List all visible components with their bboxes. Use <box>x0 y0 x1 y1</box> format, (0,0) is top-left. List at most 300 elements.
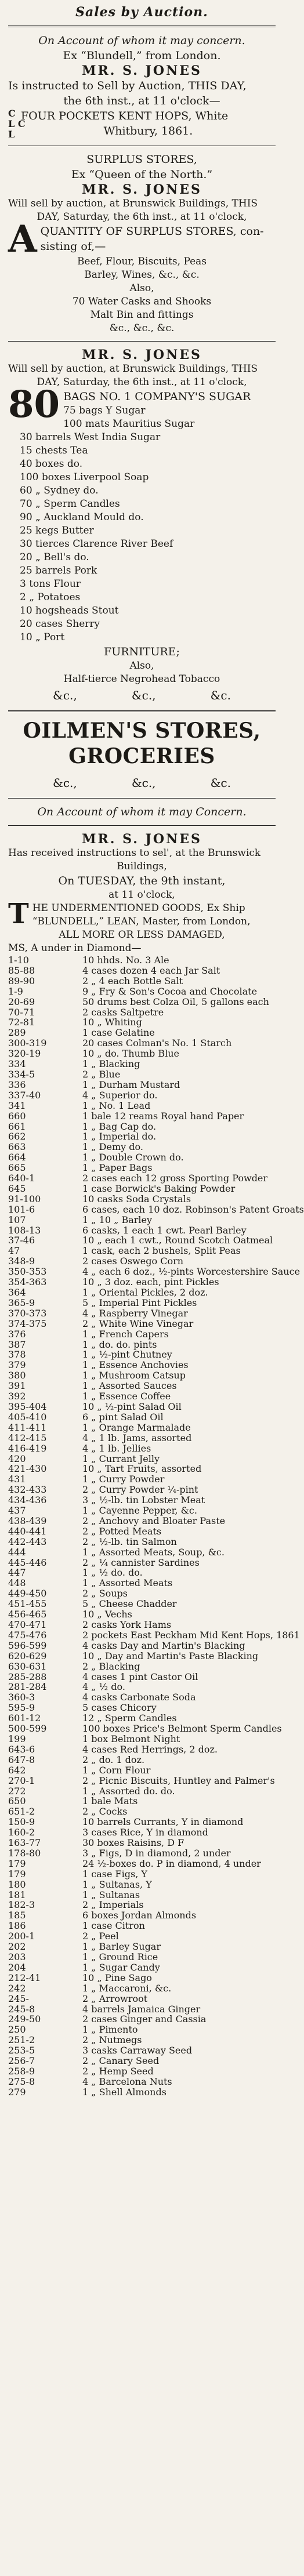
lot-description: 4 „ Raspberry Vinegar <box>82 1307 188 1319</box>
lot-mark: 420 <box>8 1453 26 1464</box>
lot-description: 2 „ Soups <box>82 1588 128 1599</box>
lot-description: 2 „ Arrowroot <box>82 1993 148 2004</box>
list-item <box>8 2066 276 2077</box>
lot-description: 10 „ each 1 cwt., Round Scotch Oatmeal <box>82 1235 273 1246</box>
list-item <box>8 1806 276 1817</box>
notice-oilmens-stores <box>8 718 304 2098</box>
lot-description: 1 „ French Capers <box>82 1328 169 1340</box>
lot-mark: 660 <box>8 1110 26 1122</box>
list-item <box>8 1672 276 1682</box>
notice-text: “BLUNDELL,” LEAN, Master, from London, <box>32 916 251 927</box>
lot-description: 9 „ Fry & Son's Cocoa and Chocolate <box>82 985 258 997</box>
list-item: 15 chests Tea <box>20 445 88 456</box>
list-item: 40 boxes do. <box>20 458 83 470</box>
list-item <box>8 1173 276 1184</box>
lot-mark: 370-373 <box>8 1307 47 1319</box>
list-item <box>8 2004 276 2015</box>
lot-description: 12 „ Sperm Candles <box>82 1713 177 1724</box>
lot-mark: 245-8 <box>8 2003 35 2015</box>
lot-text: FOUR POCKETS KENT HOPS, White <box>21 110 229 122</box>
list-item <box>8 966 276 976</box>
lot-description: 1 „ Sugar Candy <box>82 1961 160 1973</box>
lot-mark: 447 <box>8 1567 26 1579</box>
lot-description: 1 bale 12 reams Royal hand Paper <box>82 1110 244 1122</box>
auctioneer-name: MR. S. JONES <box>82 347 202 362</box>
list-item <box>8 1287 276 1298</box>
lot-mark: 380 <box>8 1370 26 1381</box>
list-item <box>8 1817 276 1827</box>
list-item: 100 boxes Liverpool Soap <box>20 471 149 483</box>
lot-description: 2 „ Hemp Seed <box>82 2065 154 2077</box>
lot-description: 10 „ ½-pint Salad Oil <box>82 1401 182 1412</box>
list-item <box>8 1588 276 1599</box>
lot-description: 1 „ Demy do. <box>82 1141 143 1153</box>
lot-description: 1 „ Assorted Sauces <box>82 1380 177 1392</box>
notice-hops <box>8 33 276 140</box>
lot-mark: 70-71 <box>8 1006 35 1018</box>
lot-description: 4 cases dozen 4 each Jar Salt <box>82 964 220 976</box>
list-item <box>8 1786 276 1797</box>
lot-mark: 348-9 <box>8 1256 35 1267</box>
list-item <box>8 1485 276 1495</box>
furniture-heading: FURNITURE; <box>104 645 180 658</box>
lot-mark: 250 <box>8 2024 26 2036</box>
lot-description: 1 „ Ground Rice <box>82 1951 158 1962</box>
lot-description: 24 ½-boxes do. P in diamond, 4 under <box>82 1857 261 1869</box>
lot-description: 2 „ White Wine Vinegar <box>82 1318 194 1329</box>
lot-description: 1 „ Essence Anchovies <box>82 1359 189 1371</box>
list-item: 3 tons Flour <box>20 578 81 590</box>
list-item: Malt Bin and fittings <box>90 309 194 321</box>
list-item <box>8 1235 276 1246</box>
list-item <box>8 1340 276 1350</box>
list-item <box>8 1038 276 1048</box>
lot-mark: 341 <box>8 1100 26 1111</box>
list-item <box>8 1349 276 1360</box>
list-item <box>8 1765 276 1776</box>
list-item <box>8 976 276 986</box>
list-item: 25 barrels Pork <box>20 565 97 576</box>
notice-text: at 11 o'clock, <box>108 889 175 901</box>
lot-description: 2 pockets East Peckham Mid Kent Hops, 1861 <box>82 1629 300 1641</box>
lot-mark: 242 <box>8 1982 26 1994</box>
lot-mark: 199 <box>8 1733 26 1744</box>
lot-mark: 334-5 <box>8 1068 35 1080</box>
lot-description: 4 casks Day and Martin's Blacking <box>82 1639 245 1651</box>
lot-mark: 72-81 <box>8 1017 35 1028</box>
lot-description: 1 case Figs, Y <box>82 1868 147 1880</box>
lot-mark: 85-88 <box>8 964 35 976</box>
lot-description: 4 „ 1 lb. Jellies <box>82 1442 151 1454</box>
lot-description: 2 „ 4 each Bottle Salt <box>82 975 183 986</box>
lot-description: 4 barrels Jamaica Ginger <box>82 2003 201 2015</box>
notice-text: QUANTITY OF SURPLUS STORES, con- <box>40 225 264 238</box>
lot-description: 1 cask, each 2 bushels, Split Peas <box>82 1245 241 1257</box>
lot-description: 1 „ Oriental Pickles, 2 doz. <box>82 1287 208 1298</box>
list-item <box>8 1163 276 1173</box>
notice-title: SURPLUS STORES, <box>86 153 197 166</box>
list-item <box>8 1215 276 1225</box>
lot-description: 2 cases Oswego Corn <box>82 1256 184 1267</box>
list-item <box>8 1620 276 1630</box>
lot-mark: 337-40 <box>8 1089 41 1101</box>
lot-description: 4 „ Superior do. <box>82 1089 158 1101</box>
list-item <box>8 1641 276 1651</box>
dropcap: A <box>8 217 37 261</box>
lot-mark: 354-363 <box>8 1276 47 1288</box>
lot-description: 10 „ do. Thumb Blue <box>82 1048 180 1060</box>
lot-mark: 421-430 <box>8 1463 47 1475</box>
lot-mark: 405-410 <box>8 1411 47 1423</box>
lot-mark: 645 <box>8 1182 26 1194</box>
lot-mark: 336 <box>8 1079 26 1090</box>
list-item <box>8 1558 276 1568</box>
list-item <box>8 1692 276 1703</box>
lot-description: 10 „ Day and Martin's Paste Blacking <box>82 1650 259 1661</box>
list-item <box>8 1859 276 1869</box>
lot-description: 100 boxes Price's Belmont Sperm Candles <box>82 1723 282 1735</box>
lot-description: 1 „ Imperial do. <box>82 1131 157 1142</box>
lot-mark: 630-631 <box>8 1660 47 1672</box>
auctioneer-name: MR. S. JONES <box>82 832 202 847</box>
notice-heading: OILMEN'S STORES, GROCERIES <box>23 719 261 768</box>
lot-description: 20 cases Colman's No. 1 Starch <box>82 1037 232 1049</box>
list-item <box>8 1464 276 1474</box>
list-item <box>8 1599 276 1609</box>
list-item: 10 hogsheads Stout <box>20 605 119 616</box>
lot-mark: 245- <box>8 1993 29 2004</box>
lot-mark: 178-80 <box>8 1847 41 1859</box>
lot-mark: 395-404 <box>8 1401 47 1412</box>
list-item <box>8 1713 276 1724</box>
lot-mark: 379 <box>8 1359 26 1371</box>
lot-description: 10 barrels Currants, Y in diamond <box>82 1816 244 1828</box>
lot-mark: 437 <box>8 1505 26 1516</box>
notice-text: Is instructed to Sell by Auction, THIS DAY, <box>8 79 247 92</box>
lot-mark: 378 <box>8 1349 26 1360</box>
list-item <box>8 2035 276 2045</box>
list-item: Also, <box>129 282 154 294</box>
list-item <box>8 1734 276 1744</box>
lot-description: 5 „ Imperial Pint Pickles <box>82 1297 197 1308</box>
lot-description: 1 „ Double Crown do. <box>82 1152 184 1163</box>
notice-text: ALL MORE OR LESS DAMAGED, <box>59 929 225 941</box>
divider <box>8 341 276 342</box>
lot-mark: 442-443 <box>8 1536 47 1547</box>
lot-mark: 101-6 <box>8 1203 35 1215</box>
lot-description: 10 „ Pine Sago <box>82 1972 152 1983</box>
lot-mark: 37-46 <box>8 1235 35 1246</box>
lot-description: 1 „ Assorted Meats <box>82 1577 173 1589</box>
lot-description: 6 cases, each 10 doz. Robinson's Patent Groats <box>82 1203 304 1215</box>
lot-text: Whitbury, 1861. <box>103 125 193 137</box>
divider <box>8 798 276 799</box>
lot-description: 3 „ Figs, D in diamond, 2 under <box>82 1847 231 1859</box>
notice-text: MS, A under in Diamond— <box>8 942 142 954</box>
notice-text: BAGS NO. 1 COMPANY'S SUGAR <box>63 390 251 403</box>
lot-mark: 47 <box>8 1245 20 1257</box>
lot-mark: 289 <box>8 1027 26 1039</box>
list-item <box>8 1651 276 1661</box>
lot-mark: 438-439 <box>8 1515 47 1526</box>
lot-mark: 448 <box>8 1577 26 1589</box>
list-item <box>8 1152 276 1163</box>
dropcap: T <box>8 898 29 930</box>
notice-text: sisting of,— <box>40 240 106 253</box>
lot-description: 2 „ Nutmegs <box>82 2034 142 2046</box>
list-item: 100 mats Mauritius Sugar <box>63 418 195 430</box>
ex-line: Ex “Blundell,” from London. <box>63 49 221 62</box>
list-item <box>8 1505 276 1516</box>
list-item <box>8 1776 276 1786</box>
list-item <box>8 1495 276 1505</box>
lot-mark: 445-446 <box>8 1557 47 1568</box>
lot-description: 6 casks, 1 each 1 cwt. Pearl Barley <box>82 1224 247 1236</box>
lot-description: 10 „ Tart Fruits, assorted <box>82 1463 202 1475</box>
item-list <box>8 404 276 644</box>
list-item <box>8 1682 276 1692</box>
lot-description: 4 „ ½ do. <box>82 1681 125 1693</box>
auctioneer-name: MR. S. JONES <box>82 182 202 197</box>
list-item: &c., &c., &c. <box>109 322 175 334</box>
list-item <box>8 1266 301 1278</box>
list-item <box>8 1755 276 1765</box>
list-item <box>8 1869 276 1880</box>
lot-mark: 181 <box>8 1889 26 1900</box>
notice-text: the 6th inst., at 11 o'clock— <box>63 95 220 107</box>
list-item <box>8 1568 276 1578</box>
lot-mark: 663 <box>8 1141 26 1153</box>
lot-description: 1 „ Shell Almonds <box>82 2086 167 2098</box>
lot-mark: 411-411 <box>8 1421 47 1433</box>
lot-description: 1 „ Sultanas <box>82 1889 140 1900</box>
list-item <box>8 1017 276 1028</box>
list-item <box>8 1277 276 1287</box>
list-item: 30 tierces Clarence River Beef <box>20 538 173 550</box>
lot-description: 1 „ do. do. pints <box>82 1338 157 1350</box>
lot-description: 2 casks Saltpetre <box>82 1006 164 1018</box>
lot-description: 1 case Borwick's Baking Powder <box>82 1182 236 1194</box>
lot-mark: 364 <box>8 1287 26 1298</box>
lot-mark: 444 <box>8 1546 26 1558</box>
lot-description: 1 „ Sultanas, Y <box>82 1878 152 1890</box>
list-item <box>8 1203 304 1215</box>
auctioneer-name: MR. S. JONES <box>82 63 202 78</box>
list-item <box>8 1225 276 1236</box>
list-item <box>8 1537 276 1547</box>
lot-mark: 253-5 <box>8 2045 35 2056</box>
lot-description: 4 „ Barcelona Nuts <box>82 2076 172 2087</box>
list-item <box>8 1329 276 1340</box>
list-item <box>8 1122 276 1132</box>
lot-description: 2 cases Ginger and Cassia <box>82 2013 207 2025</box>
list-item <box>8 1080 276 1090</box>
lot-description: 1 case Citron <box>82 1920 145 1932</box>
lot-description: 2 „ ½-lb. tin Salmon <box>82 1536 177 1547</box>
lot-description: 1 „ Assorted Meats, Soup, &c. <box>82 1546 225 1558</box>
lot-mark: 440-441 <box>8 1525 47 1537</box>
list-item <box>8 1848 276 1859</box>
list-item <box>8 2024 276 2035</box>
lot-description: 2 „ Anchovy and Bloater Paste <box>82 1515 226 1526</box>
lot-mark: 661 <box>8 1120 26 1132</box>
lot-description: 2 „ Peel <box>82 1931 119 1942</box>
lot-description: 4 casks Carbonate Soda <box>82 1692 196 1703</box>
list-item <box>8 1931 276 1942</box>
lot-mark: 434-436 <box>8 1494 47 1506</box>
lot-description: 3 cases Rice, Y in diamond <box>82 1827 208 1838</box>
list-item <box>8 1973 276 1983</box>
lot-mark: 412-415 <box>8 1432 47 1443</box>
lot-description: 10 casks Soda Crystals <box>82 1193 191 1204</box>
lot-mark: 279 <box>8 2086 26 2098</box>
lot-description: 1 „ Assorted do. do. <box>82 1785 175 1797</box>
list-item <box>8 1111 276 1122</box>
lot-mark: 665 <box>8 1162 26 1174</box>
lot-mark: 470-471 <box>8 1619 47 1630</box>
lot-description: 1 bale Mats <box>82 1795 138 1807</box>
list-item <box>8 1007 276 1018</box>
lot-description: 30 boxes Raisins, D F <box>82 1837 184 1849</box>
lot-description: 1 „ Pimento <box>82 2024 138 2036</box>
list-item <box>8 2077 276 2087</box>
list-item: Half-tierce Negrohead Tobacco <box>63 673 220 685</box>
list-item <box>8 1827 276 1838</box>
lot-mark: 500-599 <box>8 1723 47 1735</box>
lot-mark: 449-450 <box>8 1588 47 1599</box>
goods-list <box>8 955 304 2098</box>
lot-mark: 186 <box>8 1920 26 1932</box>
lot-description: 6 boxes Jordan Almonds <box>82 1910 197 1921</box>
lot-mark: 1-9 <box>8 985 23 997</box>
list-item <box>8 1256 276 1267</box>
lot-mark: 20-69 <box>8 996 35 1007</box>
notice-text: DAY, Saturday, the 6th inst., at 11 o'clock, <box>37 211 247 223</box>
lot-mark: 643-6 <box>8 1743 35 1755</box>
lot-mark: 601-12 <box>8 1713 41 1724</box>
lot-mark: 360-3 <box>8 1692 35 1703</box>
lot-description: 10 „ Vechs <box>82 1609 132 1620</box>
list-item <box>8 1703 276 1713</box>
list-item <box>8 1069 276 1080</box>
lot-mark: 392 <box>8 1391 26 1402</box>
lot-mark: 251-2 <box>8 2034 35 2046</box>
lot-mark: 647-8 <box>8 1754 35 1765</box>
list-item <box>8 2056 276 2066</box>
list-item: 10 „ Port <box>20 632 65 643</box>
lot-description: 1 „ Cayenne Pepper, &c. <box>82 1505 197 1516</box>
lot-mark: 387 <box>8 1338 26 1350</box>
list-item <box>8 997 276 1007</box>
notice-text: Will sell by auction, at Brunswick Buildings, THIS <box>8 198 258 209</box>
list-item <box>8 1370 276 1381</box>
lot-mark: C L C L <box>8 108 26 140</box>
list-item <box>8 1983 276 1994</box>
lot-mark: 285-288 <box>8 1671 47 1682</box>
lot-mark: 182-3 <box>8 1899 35 1911</box>
list-item <box>8 1412 276 1423</box>
lot-mark: 275-8 <box>8 2076 35 2087</box>
list-item <box>8 1048 276 1059</box>
list-item <box>8 1942 276 1952</box>
list-item: 20 cases Sherry <box>20 618 100 630</box>
list-item <box>8 986 276 997</box>
list-item <box>8 1952 276 1962</box>
list-item: 70 Water Casks and Shooks <box>72 296 212 307</box>
lot-mark: 640-1 <box>8 1173 35 1184</box>
list-item: Barley, Wines, &c., &c. <box>84 269 200 281</box>
lot-description: 4 cases 1 pint Castor Oil <box>82 1671 198 1682</box>
etc-line: &c., &c., &c. <box>53 776 231 790</box>
list-item <box>8 1194 276 1204</box>
lot-description: 6 „ pint Salad Oil <box>82 1411 164 1423</box>
list-item <box>8 2087 276 2098</box>
lot-description: 3 casks Carraway Seed <box>82 2045 193 2056</box>
lot-description: 1 „ Corn Flour <box>82 1764 151 1776</box>
item-list <box>8 255 276 335</box>
notice-surplus-stores <box>8 152 276 335</box>
lot-mark: 249-50 <box>8 2013 41 2025</box>
lot-description: 4 „ each 6 doz., ½-pints Worcestershire Sauce <box>82 1266 301 1278</box>
lot-mark: 596-599 <box>8 1639 47 1651</box>
notice-text: Buildings, <box>117 861 167 872</box>
list-item <box>8 1910 276 1921</box>
lot-mark: 212-41 <box>8 1972 41 1983</box>
list-item <box>8 1443 276 1454</box>
list-item <box>8 1474 276 1485</box>
list-item <box>8 2045 276 2056</box>
list-item <box>8 1900 276 1910</box>
list-item <box>8 1298 276 1308</box>
list-item: 75 bags Y Sugar <box>63 405 146 416</box>
list-item <box>8 1609 276 1620</box>
lot-mark: 391 <box>8 1380 26 1392</box>
lot-mark: 651-2 <box>8 1806 35 1817</box>
list-item <box>8 1131 276 1142</box>
lot-description: 1 „ Essence Coffee <box>82 1391 171 1402</box>
list-item <box>8 1381 276 1391</box>
list-item <box>8 1360 276 1370</box>
list-item: 60 „ Sydney do. <box>20 485 99 496</box>
lot-mark: 350-353 <box>8 1266 47 1278</box>
list-item: Beef, Flour, Biscuits, Peas <box>77 256 207 267</box>
list-item <box>8 1142 276 1152</box>
lot-description: 1 „ Mushroom Catsup <box>82 1370 186 1381</box>
list-item: 70 „ Sperm Candles <box>20 498 120 510</box>
lot-description: 2 „ Canary Seed <box>82 2055 160 2067</box>
lot-description: 10 „ Whiting <box>82 1017 142 1028</box>
lot-mark: 376 <box>8 1328 26 1340</box>
list-item <box>8 1547 276 1558</box>
divider <box>8 710 276 712</box>
lot-mark: 300-319 <box>8 1037 47 1049</box>
list-item: 30 barrels West India Sugar <box>20 431 161 443</box>
lot-description: 1 „ No. 1 Lead <box>82 1100 151 1111</box>
lot-mark: 431 <box>8 1474 26 1485</box>
account-line: On Account of whom it may concern. <box>38 34 245 47</box>
lot-mark: 200-1 <box>8 1931 35 1942</box>
list-item <box>8 2014 276 2024</box>
lot-description: 1 „ ½ do. do. <box>82 1567 143 1579</box>
list-item <box>8 1319 276 1329</box>
list-item <box>8 1028 276 1038</box>
list-item <box>8 1433 276 1443</box>
masthead: Sales by Auction. <box>75 5 208 20</box>
divider <box>8 825 276 826</box>
notice-date: On TUESDAY, the 9th instant, <box>58 875 226 887</box>
lot-mark: 374-375 <box>8 1318 47 1329</box>
lot-description: 1 „ Maccaroni, &c. <box>82 1982 172 1994</box>
